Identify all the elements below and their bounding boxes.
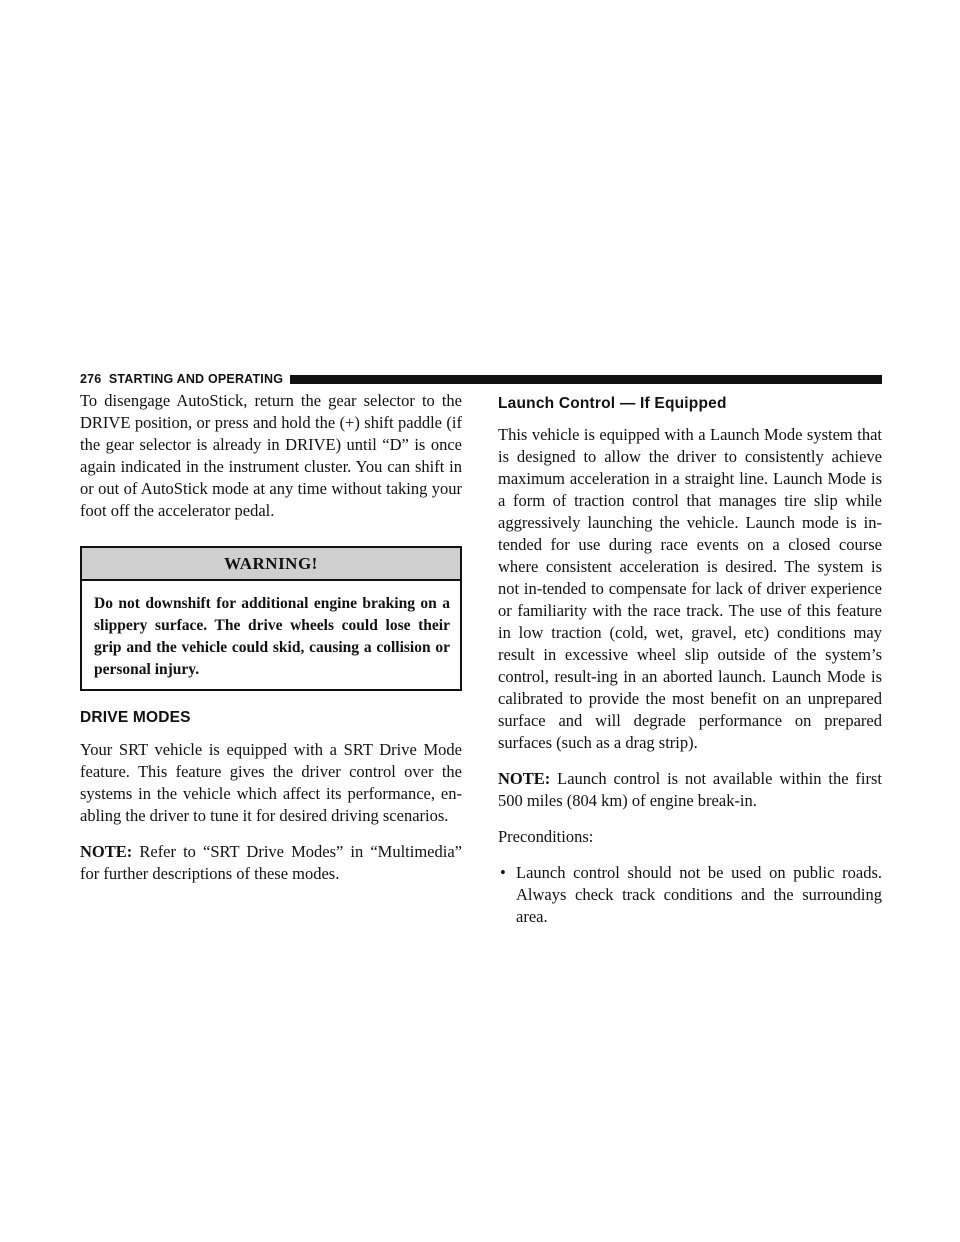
left-column xyxy=(80,390,462,899)
list-item xyxy=(498,862,882,928)
page-header-text xyxy=(80,372,283,386)
launch-control-paragraph: This vehicle is equipped with a Launch Mode system that is designed to allow the driver to consistently achieve maximum acceleration in a straight line. Launch Mode is a form of traction control that manages tire slip while aggressively launching the vehicle. Launch mode is in-tended for use during race events on a closed course where consistent acceleration is desired. The system is not in-tended to compensate for lack of driver experience or familiarity with the race track. The use of this feature in low traction (cold, wet, gravel, etc) conditions may result in excessive wheel slip outside of the system’s control, result-ing in an aborted launch. Launch Mode is calibrated to provide the most benefit on an unprepared surface and will degrade performance on prepared surfaces (such as a drag strip). xyxy=(498,425,882,752)
drive-modes-paragraph: Your SRT vehicle is equipped with a SRT Drive Mode feature. This feature gives the driver control over the systems in the vehicle which affect its performance, en-abling the driver to tune it for desired driving scenarios. xyxy=(80,740,462,825)
note-label: NOTE: xyxy=(498,769,551,788)
launch-control-heading: Launch Control — If Equipped xyxy=(498,395,727,412)
note-label: NOTE: xyxy=(80,842,133,861)
launch-control-note xyxy=(498,768,882,812)
bullet-text: Launch control should not be used on public roads. Always check track conditions and the surrounding area. xyxy=(516,863,882,926)
page-header xyxy=(80,370,882,388)
note-text: Refer to “SRT Drive Modes” in “Multimedia” for further descriptions of these modes. xyxy=(80,842,462,883)
note-text: Launch control is not available within the first 500 miles (804 km) of engine break-in. xyxy=(498,769,882,810)
section-title: STARTING AND OPERATING xyxy=(108,372,284,386)
warning-title: WARNING! xyxy=(82,548,460,581)
warning-text: Do not downshift for additional engine braking on a slippery surface. The drive wheels could lose their grip and the vehicle could skid, causing a collision or personal injury. xyxy=(94,595,450,678)
page-number: 276 xyxy=(80,372,102,386)
drive-modes-note xyxy=(80,841,462,885)
right-column xyxy=(498,390,882,928)
header-rule xyxy=(290,375,882,384)
bullet-icon: • xyxy=(500,863,506,882)
preconditions-label: Preconditions: xyxy=(498,827,594,846)
drive-modes-heading: DRIVE MODES xyxy=(80,709,191,726)
autostick-paragraph: To disengage AutoStick, return the gear selector to the DRIVE position, or press and hold the (+) shift paddle (if the gear selector is already in DRIVE) until “D” is once again indicated in the instrument cluster. You can shift in or out of AutoStick mode at any time without taking your foot off the accelerator pedal. xyxy=(80,391,462,520)
warning-box xyxy=(80,546,462,691)
